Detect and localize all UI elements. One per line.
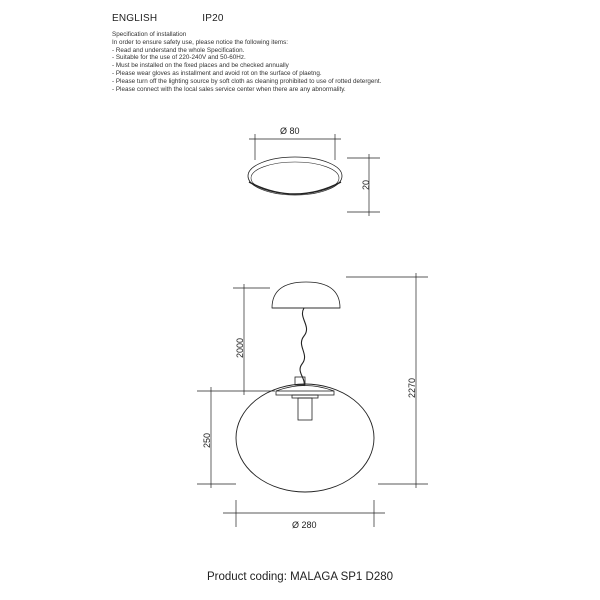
spec-title: Specification of installation <box>112 31 187 38</box>
cable-length-label: 2000 <box>235 337 245 358</box>
spec-line: - Read and understand the whole Specification. <box>112 46 245 54</box>
canopy-drawing <box>248 157 342 195</box>
spec-line: - Please wear gloves as installment and avoid rot on the surface of plaetng. <box>112 69 322 77</box>
spec-line: - Please connect with the local sales service center when there are any abnormality. <box>112 85 346 93</box>
product-coding: Product coding: MALAGA SP1 D280 <box>206 571 394 583</box>
spec-line: - Must be installed on the fixed places and be checked annually <box>112 62 289 70</box>
language-label: ENGLISH <box>112 13 158 24</box>
shade-diameter-label: Ø 280 <box>292 520 317 530</box>
shade-height-label: 250 <box>202 432 212 448</box>
pendant-lamp-drawing <box>236 282 374 492</box>
spec-line: In order to ensure safety use, please notice the following items: <box>112 38 289 46</box>
canopy-diameter-dimension <box>249 134 341 160</box>
ip-rating: IP20 <box>202 13 224 24</box>
spec-line: - Suitable for the use of 220-240V and 50-60Hz. <box>112 54 246 62</box>
spec-line: - Please turn off the lighting source by soft cloth as cleaning prohibited to use of rotted detergent. <box>112 77 382 85</box>
total-height-label: 2270 <box>407 377 417 398</box>
canopy-height-label: 20 <box>361 179 371 190</box>
canopy-diameter-label: Ø 80 <box>280 126 300 136</box>
